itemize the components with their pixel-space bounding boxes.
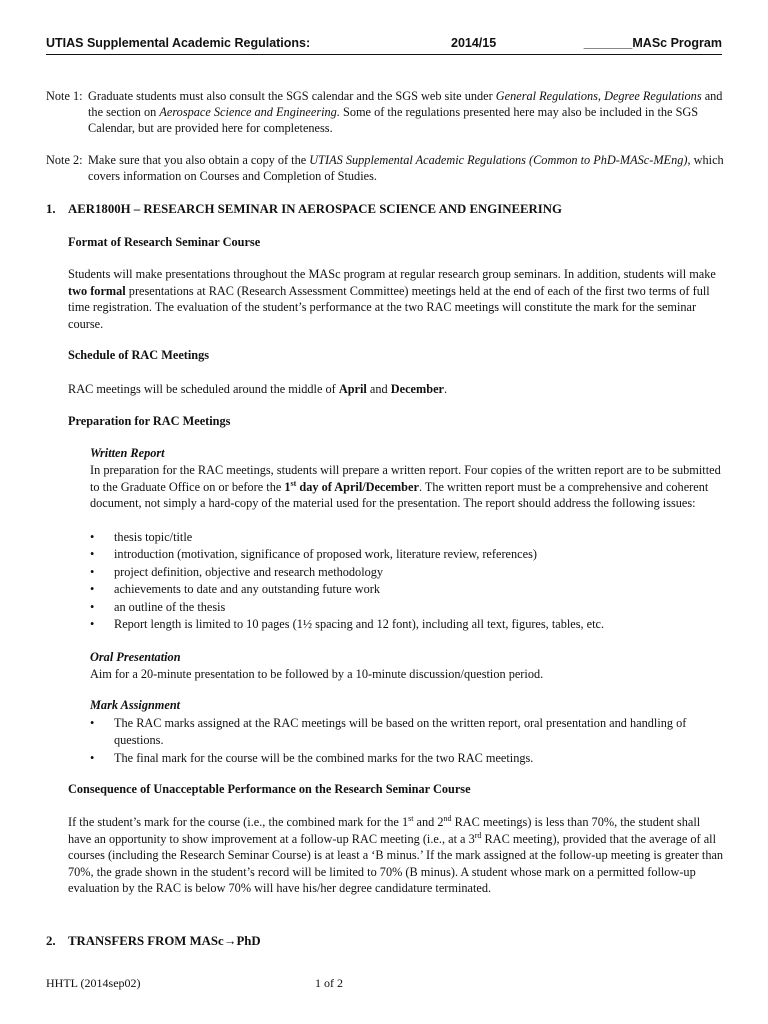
list-item: • an outline of the thesis	[90, 599, 730, 616]
page-number: 1 of 2	[315, 976, 343, 990]
list-item: • introduction (motivation, significance of proposed work, literature review, references)	[90, 546, 730, 563]
footer-left: HHTL (2014sep02)	[46, 976, 141, 990]
preparation-heading: Preparation for RAC Meetings	[68, 414, 231, 428]
format-heading: Format of Research Seminar Course	[68, 235, 261, 249]
section-1-number: 1.	[46, 202, 56, 216]
written-report-paragraph: In preparation for the RAC meetings, students will prepare a written report. Four copies of the written report are to be submitted to the Graduate Office on or before the 1st day of April/December. The written report must be a comprehensive and coherent document, not simply a hard-copy of the material used for the presentation. The report should address the following issues:	[90, 463, 721, 510]
section-1-heading	[46, 202, 562, 217]
note-2-label: Note 2:	[46, 153, 83, 167]
oral-presentation-text: Aim for a 20-minute presentation to be followed by a 10-minute discussion/question period.	[90, 667, 544, 681]
list-item: • The final mark for the course will be the combined marks for the two RAC meetings.	[90, 750, 730, 767]
list-item: • project definition, objective and research methodology	[90, 564, 730, 581]
list-item: • thesis topic/title	[90, 529, 730, 546]
header-program: _______MASc Program	[583, 36, 722, 50]
schedule-paragraph: RAC meetings will be scheduled around the middle of April and December.	[68, 382, 448, 396]
header-year: 2014/15	[451, 36, 497, 50]
written-report-heading: Written Report	[90, 446, 165, 460]
mark-assignment-list	[90, 715, 730, 767]
report-issues-list	[90, 529, 730, 633]
note-2-text: Make sure that you also obtain a copy of the UTIAS Supplemental Academic Regulations (Common to PhD-MASc-MEng), which covers information on Courses and Completion of Studies.	[88, 153, 724, 183]
note-1-label: Note 1:	[46, 89, 83, 103]
consequence-paragraph: If the student’s mark for the course (i.e., the combined mark for the 1st and 2nd RAC meetings) is less than 70%, the student shall have an opportunity to show improvement at a follow-up RAC meeting (i.e., at a 3rd RAC meeting), provided that the average of all courses (including the Research Seminar Course) is at least a ‘B minus.’ If the mark assigned at the follow-up meeting is greater than 70%, the grade shown in the student’s record will be limited to 70% (B minus). A student whose mark on a permitted follow-up evaluation by the RAC is below 70% will have his/her degree candidature terminated.	[68, 813, 724, 895]
note-1	[46, 88, 726, 136]
consequence-heading: Consequence of Unacceptable Performance on the Research Seminar Course	[68, 782, 471, 796]
format-paragraph: Students will make presentations throughout the MASc program at regular research group seminars. In addition, students will make two formal presentations at RAC (Research Assessment Committee) meetings held at the end of each of the first two terms of full time registration. The evaluation of the student’s performance at the two RAC meetings will constitute the mark for the seminar course.	[68, 267, 716, 331]
page-header	[46, 36, 722, 55]
header-title: UTIAS Supplemental Academic Regulations:	[46, 36, 311, 50]
schedule-heading: Schedule of RAC Meetings	[68, 348, 210, 362]
section-1-title: AER1800H – RESEARCH SEMINAR IN AEROSPACE SCIENCE AND ENGINEERING	[68, 202, 562, 216]
section-2-number: 2.	[46, 934, 56, 948]
oral-presentation-heading: Oral Presentation	[90, 650, 181, 664]
list-item: • achievements to date and any outstanding future work	[90, 581, 730, 598]
list-item: • The RAC marks assigned at the RAC meetings will be based on the written report, oral presentation and handling of questions.	[90, 715, 730, 750]
note-1-text: Graduate students must also consult the SGS calendar and the SGS web site under General Regulations, Degree Regulations and the section on Aerospace Science and Engineering. Some of the regulations presented here may also be included in the SGS Calendar, but are provided here for completeness.	[88, 89, 723, 135]
note-2	[46, 152, 726, 184]
list-item: • Report length is limited to 10 pages (1½ spacing and 12 font), including all text, figures, tables, etc.	[90, 616, 730, 633]
mark-assignment-heading: Mark Assignment	[90, 698, 181, 712]
section-2-heading	[46, 934, 261, 949]
section-2-title: TRANSFERS FROM MASc→PhD	[68, 934, 261, 948]
